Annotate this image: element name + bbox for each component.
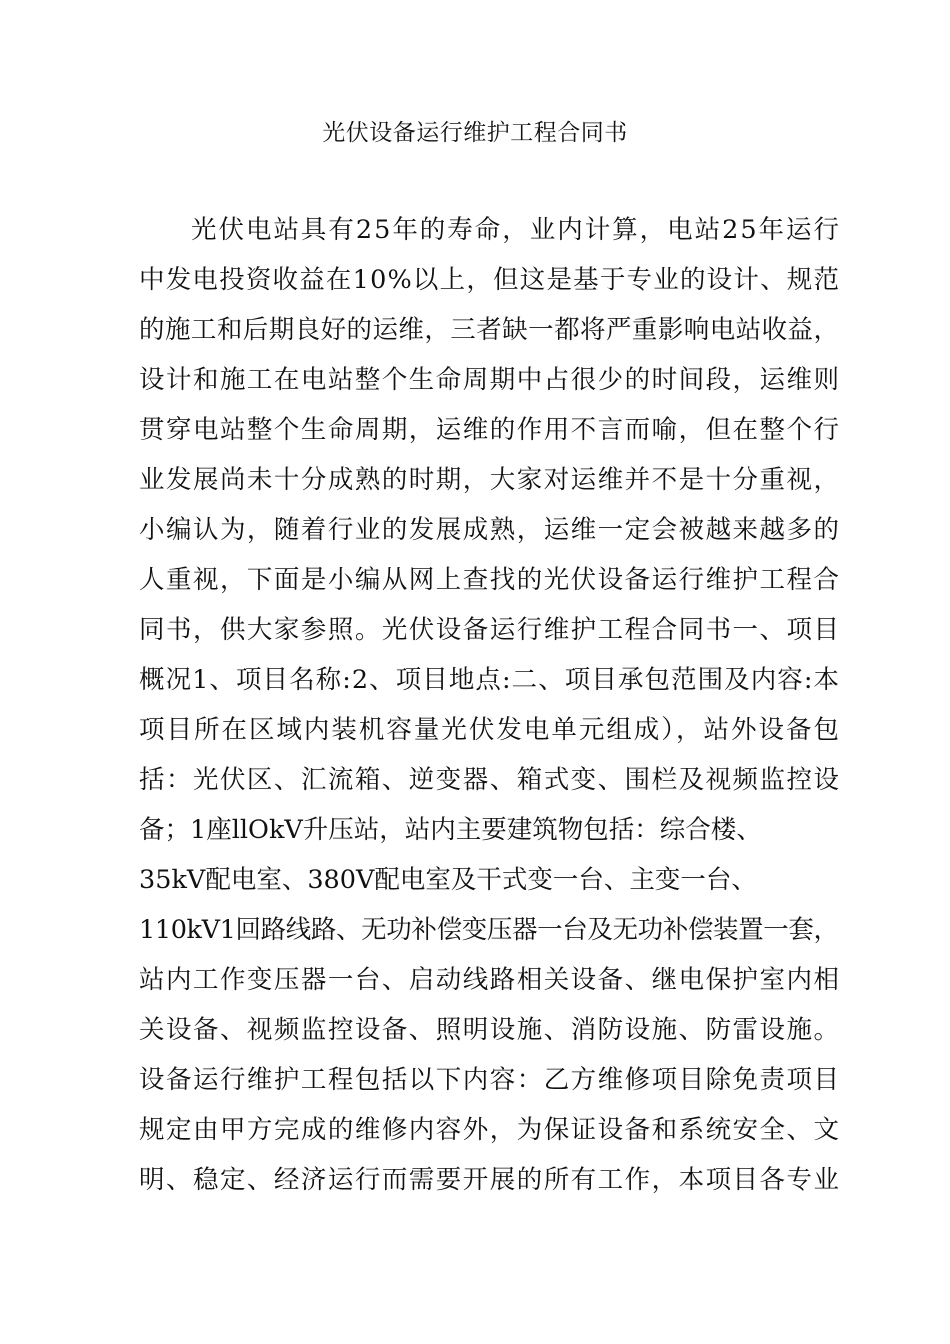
body-line: 备；1座llOkV升压站，站内主要建筑物包括：综合楼、 [139,815,762,845]
body-line: 括：光伏区、汇流箱、逆变器、箱式变、围栏及视频监控设 [139,765,841,795]
body-line: 概况1、项目名称:2、项目地点:二、项目承包范围及内容:本 [139,665,841,695]
body-line: 中发电投资收益在10%以上，但这是基于专业的设计、规范 [139,265,841,295]
body-line: 明、稳定、经济运行而需要开展的所有工作，本项目各专业 [139,1165,841,1195]
body-line: 规定由甲方完成的维修内容外，为保证设备和系统安全、文 [139,1115,841,1145]
body-line: 项目所在区域内装机容量光伏发电单元组成），站外设备包 [139,715,841,745]
document-title: 光伏设备运行维护工程合同书 [322,120,628,146]
body-line: 贯穿电站整个生命周期，运维的作用不言而喻，但在整个行 [139,415,841,445]
body-line: 35kV配电室、380V配电室及干式变一台、主变一台、 [139,865,757,895]
body-line: 光伏电站具有25年的寿命，业内计算，电站25年运行 [191,215,841,245]
body-line: 人重视，下面是小编从网上查找的光伏设备运行维护工程合 [139,565,841,595]
body-paragraph [139,205,839,1205]
body-line: 小编认为，随着行业的发展成熟，运维一定会被越来越多的 [139,515,841,545]
body-line: 同书，供大家参照。光伏设备运行维护工程合同书一、项目 [139,615,841,645]
body-line: 业发展尚未十分成熟的时期，大家对运维并不是十分重视， [139,465,841,495]
body-line: 关设备、视频监控设备、照明设施、消防设施、防雷设施。 [139,1015,841,1045]
body-line: 110kV1回路线路、无功补偿变压器一台及无功补偿装置一套， [139,915,839,945]
body-line: 的施工和后期良好的运维，三者缺一都将严重影响电站收益， [139,315,840,345]
body-line: 站内工作变压器一台、启动线路相关设备、继电保护室内相 [139,965,841,995]
body-line: 设计和施工在电站整个生命周期中占很少的时间段，运维则 [139,365,841,395]
body-line: 设备运行维护工程包括以下内容：乙方维修项目除免责项目 [139,1065,841,1095]
